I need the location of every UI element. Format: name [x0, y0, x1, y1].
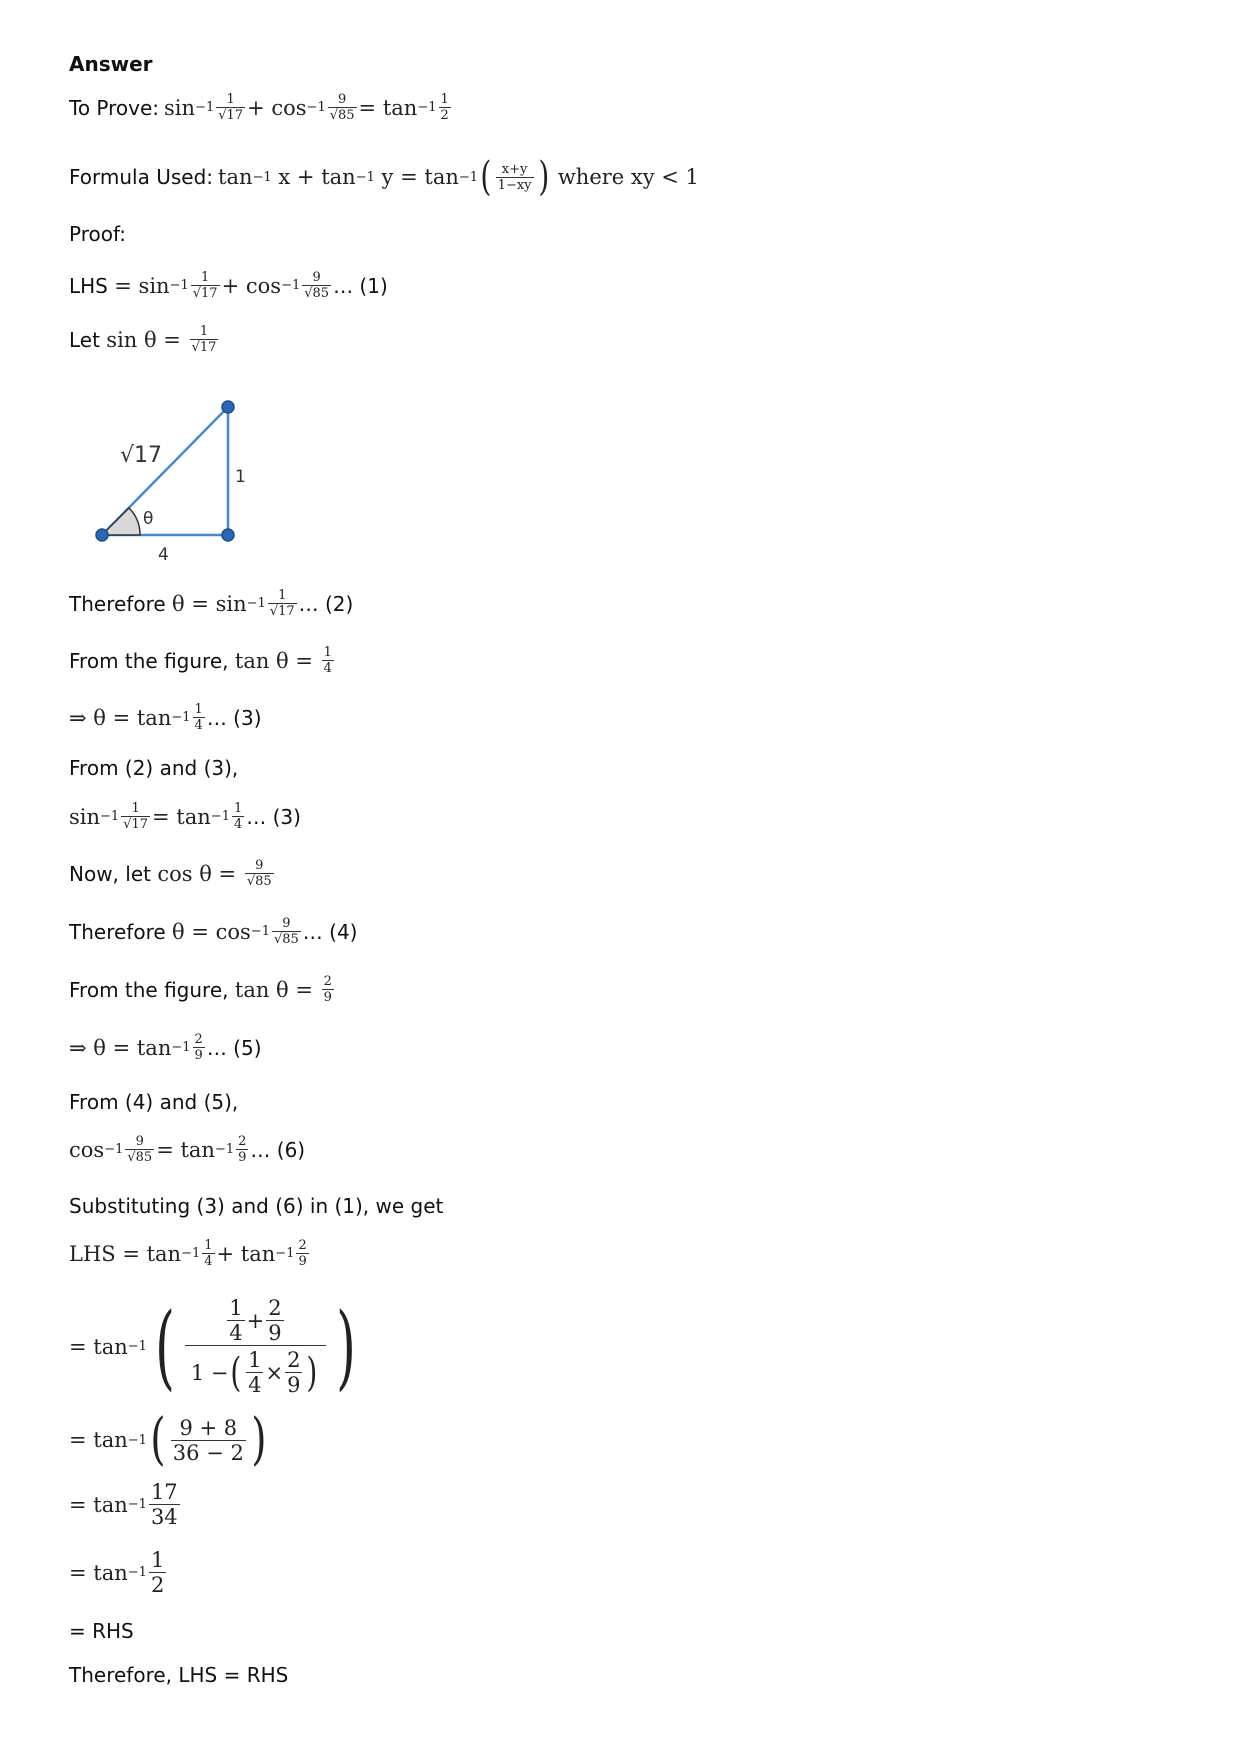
figure-tan-1: From the figure, tan θ = $\frac{1}{4}$ — [69, 645, 332, 676]
formula-expression: tan −1 x + tan −1 y = tan −1 ( x+y 1−xy ) where xy < 1 — [218, 154, 699, 200]
fraction: $\frac{9}{√85}$ — [329, 92, 355, 123]
fraction: 1 4 — [204, 1238, 213, 1269]
compound-fraction: 1 4 + $\frac{2}{9}$ 1 − ( $\frac{1}{4}$ × $\frac{2}{9}$ ) — [185, 1296, 326, 1397]
calc-step-1: = tan −1 ( 1 4 + $\frac{2}{9}$ 1 − ( $\frac{1}{4}$ × $\frac{2}{9}$ ) ) — [69, 1292, 356, 1400]
step-4: Therefore θ = cos −1 9 √85 … (4) — [69, 916, 358, 947]
calc-step-4: = tan −1 1 2 — [69, 1548, 165, 1597]
from-2-and-3: From (2) and (3), — [69, 756, 239, 780]
fraction: 1 √17 — [218, 92, 244, 123]
fraction: $\frac{1}{√17}$ — [123, 801, 149, 832]
fraction: $\frac{9}{√85}$ — [246, 858, 272, 889]
fraction: 9 + 8 36 − 2 — [172, 1415, 244, 1465]
fraction: $\frac{9}{√85}$ — [127, 1134, 153, 1165]
fraction: $\frac{2}{9}$ — [323, 974, 332, 1005]
answer-heading: Answer — [69, 52, 153, 76]
vertex-dot — [96, 529, 108, 541]
fraction: 2 9 — [238, 1134, 247, 1165]
fraction: 1 4 — [229, 1296, 243, 1345]
angle-label: θ — [143, 509, 154, 529]
fraction: x+y 1−xy — [497, 161, 532, 193]
fraction: 1 2 — [150, 1548, 165, 1597]
to-prove-label: To Prove: — [69, 95, 160, 120]
fraction: $\frac{1}{4}$ — [248, 1348, 262, 1397]
fraction: 1 4 — [194, 702, 203, 733]
vertex-dot — [222, 529, 234, 541]
opposite-label: 1 — [235, 467, 246, 487]
figure-tan-2: From the figure, tan θ = $\frac{2}{9}$ — [69, 974, 332, 1005]
result-3: sin −1 $\frac{1}{√17}$ = tan −1 1 4 … (3) — [69, 801, 301, 832]
result-6: cos −1 $\frac{9}{√85}$ = tan −1 2 9 … (6) — [69, 1134, 306, 1165]
formula-label: Formula Used: — [69, 165, 214, 189]
let-sin-line: Let sin θ = $\frac{1}{√17}$ — [69, 324, 217, 355]
vertex-dot — [222, 401, 234, 413]
fraction: 1 √17 — [269, 588, 295, 619]
to-prove-line — [69, 92, 453, 123]
calc-step-3: = tan −1 17 34 — [69, 1480, 178, 1529]
step-5: ⇒ θ = tan −1 2 9 … (5) — [69, 1032, 262, 1063]
fraction: 9 √85 — [273, 916, 299, 947]
rhs-line: = RHS — [69, 1619, 134, 1643]
proof-label: Proof: — [69, 222, 127, 246]
lhs-definition: LHS = sin −1 1 √17 + cos −1 9 √85 … (1) — [69, 270, 388, 301]
conclusion: Therefore, LHS = RHS — [69, 1663, 289, 1687]
fraction: $\frac{2}{9}$ — [287, 1348, 301, 1397]
fraction: $\frac{2}{9}$ — [268, 1296, 282, 1345]
formula-line — [69, 154, 699, 200]
fraction: 2 9 — [298, 1238, 307, 1269]
hypotenuse-label: √17 — [120, 443, 163, 468]
fraction: $\frac{1}{√17}$ — [191, 324, 217, 355]
fraction: 1 4 — [233, 801, 243, 832]
fraction: $\frac{1}{4}$ — [323, 645, 332, 676]
fraction: 1 √17 — [192, 270, 218, 301]
calc-step-2: = tan −1 ( 9 + 8 36 − 2 ) — [69, 1407, 267, 1472]
fraction: 1 2 — [440, 92, 449, 123]
substitution-text: Substituting (3) and (6) in (1), we get — [69, 1194, 444, 1218]
fraction: 2 9 — [194, 1032, 203, 1063]
to-prove-expression: sin −1 1 √17 + cos −1 $\frac{9}{√85}$ = tan −1 1 2 — [164, 92, 449, 123]
fraction: 9 √85 — [304, 270, 330, 301]
fraction: 17 34 — [150, 1480, 178, 1529]
step-2: Therefore θ = sin −1 1 √17 … (2) — [69, 588, 354, 619]
right-triangle-figure — [80, 390, 280, 570]
lhs-sum: LHS = tan −1 1 4 + tan −1 2 9 — [69, 1238, 307, 1269]
adjacent-label: 4 — [158, 545, 169, 565]
from-4-and-5: From (4) and (5), — [69, 1090, 239, 1114]
step-3: ⇒ θ = tan −1 1 4 … (3) — [69, 702, 262, 733]
let-cos-line: Now, let cos θ = $\frac{9}{√85}$ — [69, 858, 272, 889]
angle-arc — [102, 508, 140, 535]
